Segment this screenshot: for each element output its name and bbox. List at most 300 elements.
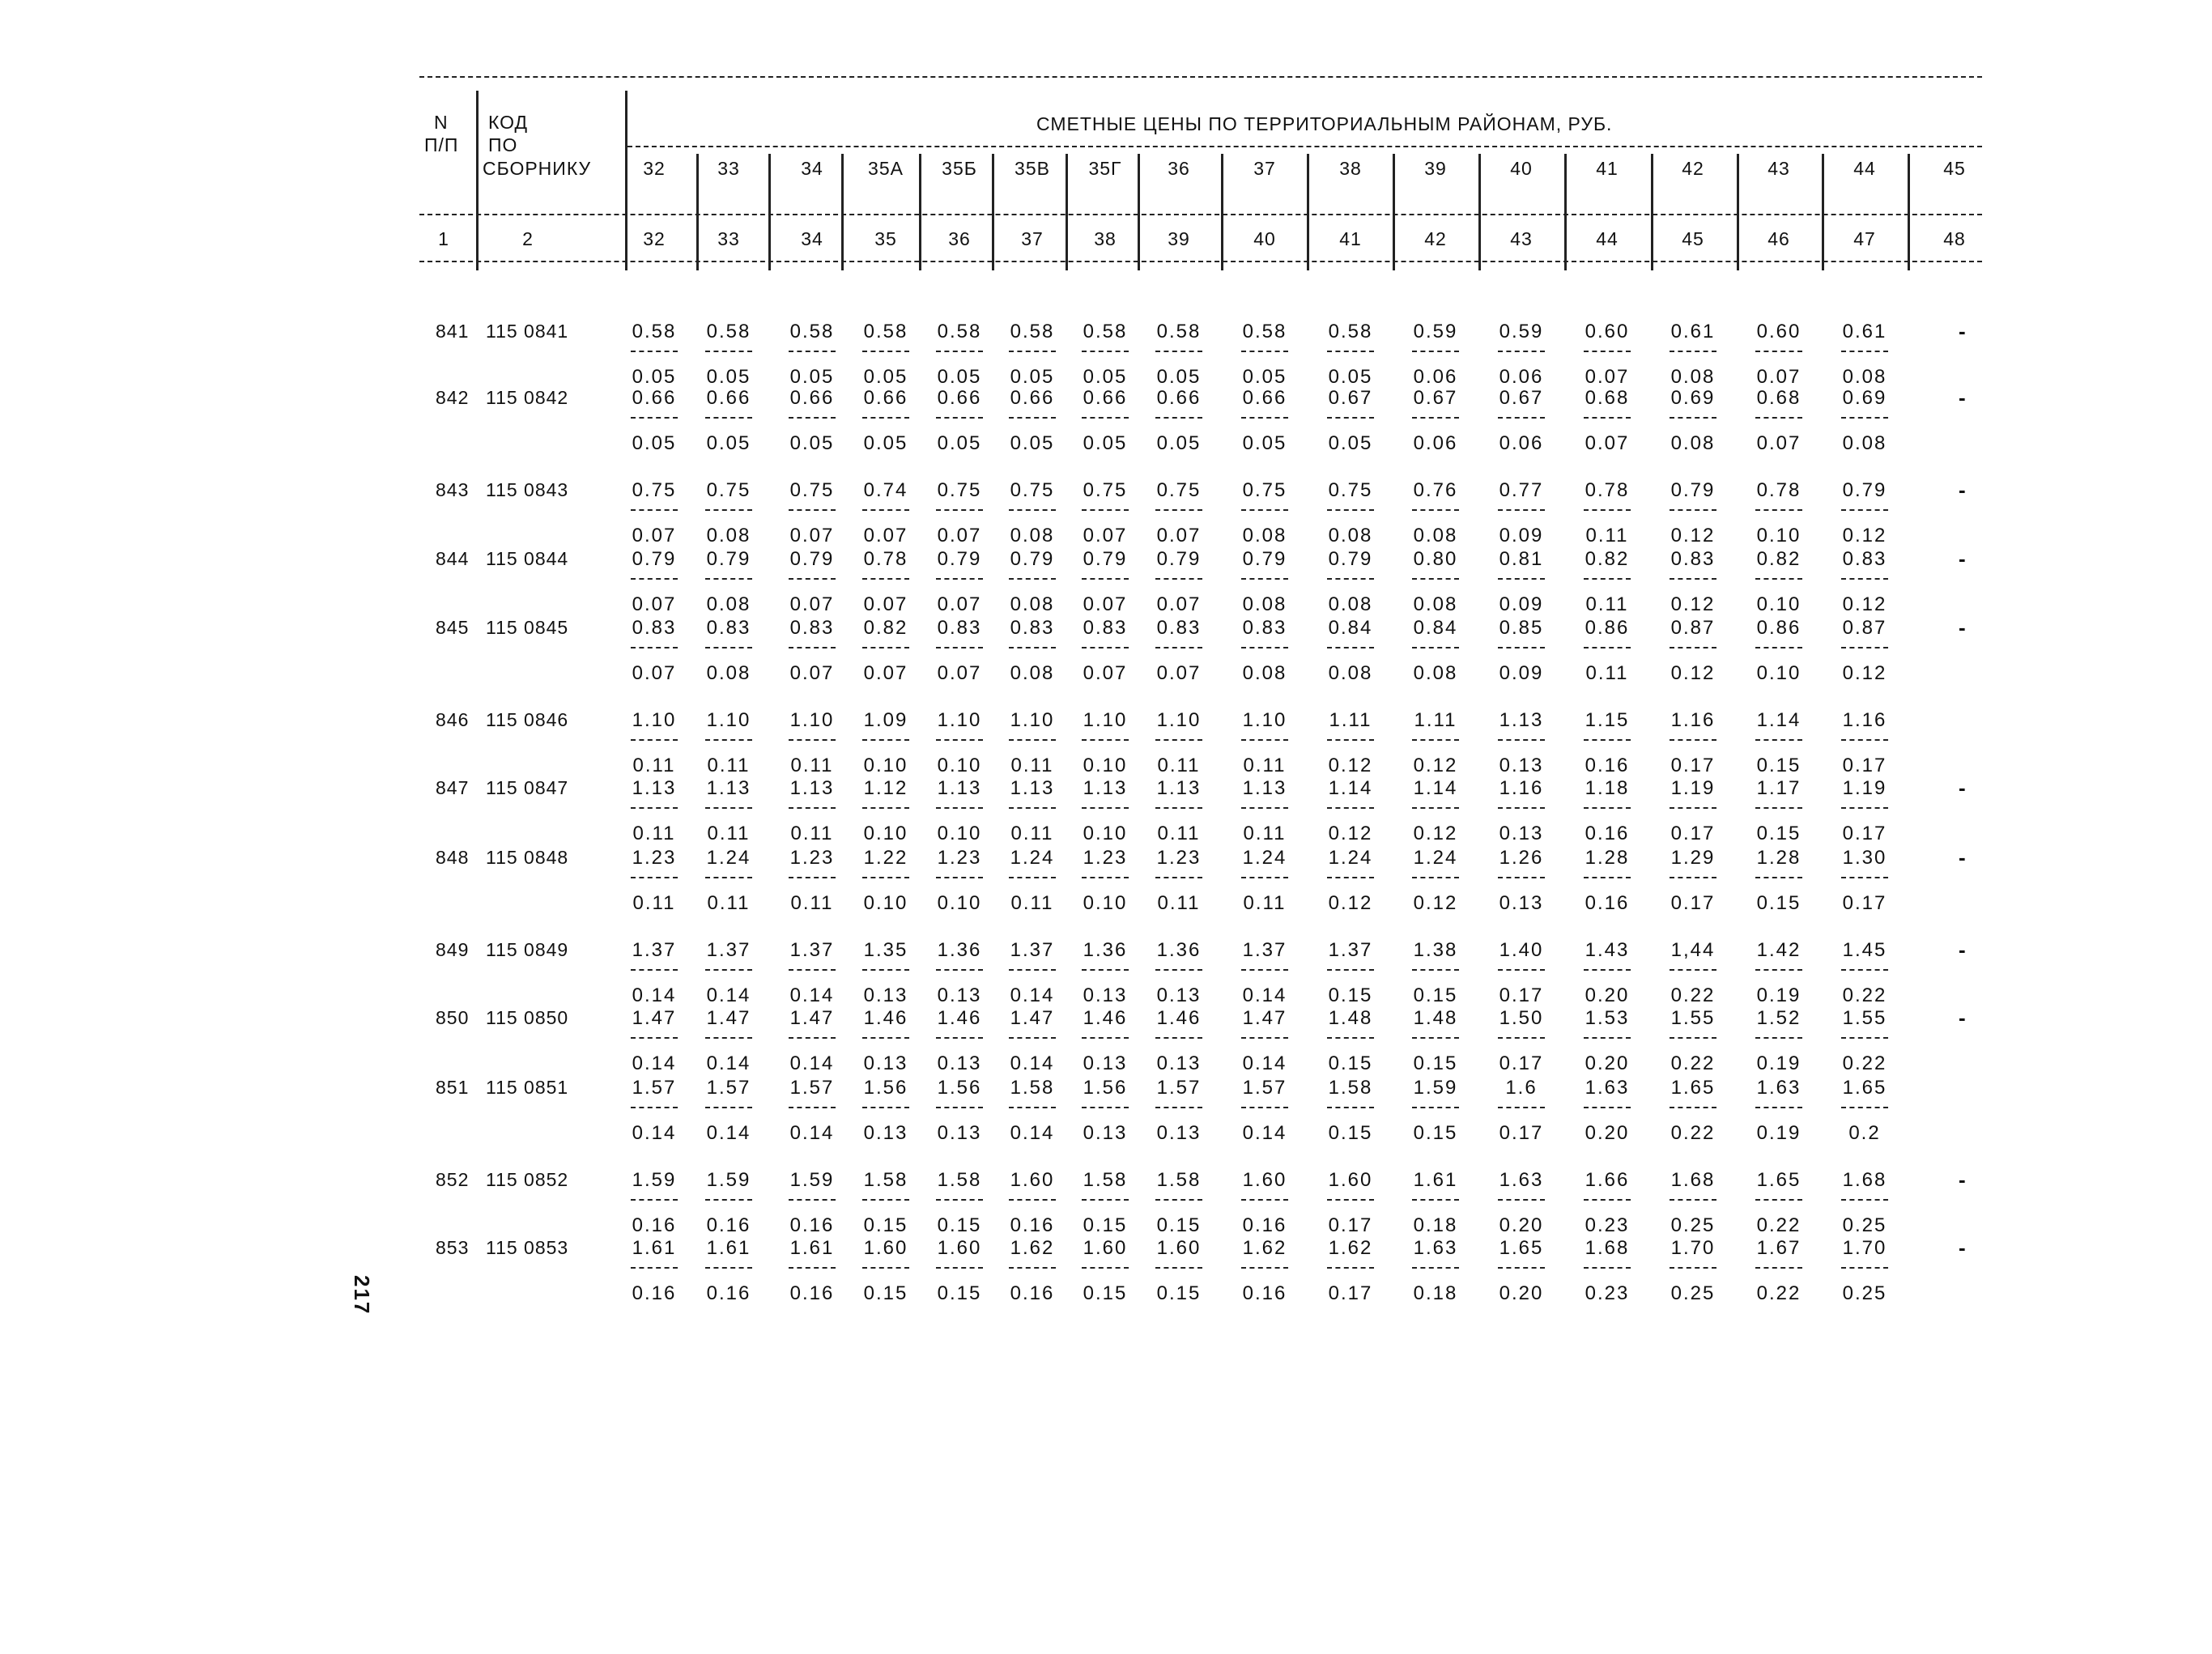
price-value-secondary: 0.17 (1842, 755, 1887, 776)
price-value-secondary: 0.13 (1083, 1122, 1128, 1144)
fraction-bar (1498, 647, 1545, 648)
price-value-secondary: 0.11 (1157, 755, 1201, 776)
price-value: 1.60 (1083, 1237, 1128, 1259)
price-value-secondary: 0.15 (1328, 1052, 1373, 1074)
fraction-bar (1498, 1037, 1545, 1039)
fraction-bar (1755, 578, 1802, 580)
fraction-bar (1009, 417, 1056, 419)
price-value: 1.62 (1328, 1237, 1373, 1259)
price-value-secondary: 0.08 (1670, 366, 1716, 388)
row-code: 115 0845 (486, 617, 569, 638)
price-value-secondary: 0.23 (1585, 1214, 1630, 1236)
fraction-bar (1841, 739, 1888, 741)
price-value-secondary: 0.06 (1413, 432, 1458, 454)
fraction-bar (789, 1037, 836, 1039)
price-value: 0.86 (1585, 617, 1630, 639)
price-value: 1.10 (632, 709, 677, 731)
price-value-secondary: 0.16 (706, 1214, 751, 1236)
region-code: 35А (868, 158, 904, 179)
price-value-secondary: 0.12 (1328, 823, 1373, 844)
price-value-secondary: 0.10 (1083, 892, 1128, 914)
fraction-bar (1155, 1267, 1202, 1269)
empty-cell-dash: - (1959, 845, 1966, 870)
fraction-bar (862, 417, 909, 419)
fraction-bar (1412, 509, 1459, 511)
price-value-secondary: 0.11 (1010, 755, 1054, 776)
price-value: 1.10 (937, 709, 982, 731)
fraction-bar (1241, 739, 1288, 741)
fraction-bar (789, 417, 836, 419)
price-value-secondary: 0.17 (1499, 1052, 1544, 1074)
fraction-bar (1755, 509, 1802, 511)
price-value: 1.57 (789, 1077, 835, 1099)
fraction-bar (1755, 1267, 1802, 1269)
row-code: 115 0852 (486, 1169, 569, 1190)
price-value-secondary: 0.14 (1242, 1122, 1287, 1144)
price-value-secondary: 0.08 (706, 662, 751, 684)
fraction-bar (1241, 969, 1288, 971)
price-value-secondary: 0.06 (1413, 366, 1458, 388)
fraction-bar (1241, 1107, 1288, 1108)
header-vline (1908, 154, 1910, 270)
fraction-bar (1082, 969, 1129, 971)
price-value-secondary: 0.16 (1242, 1214, 1287, 1236)
price-value-secondary: 0.15 (1413, 1122, 1458, 1144)
header-pp-label: П/П (424, 134, 459, 155)
price-value-secondary: 0.08 (1413, 593, 1458, 615)
fraction-bar (1082, 647, 1129, 648)
price-value: 1.37 (706, 939, 751, 961)
price-value-secondary: 0.14 (789, 1052, 835, 1074)
price-value-secondary: 0.17 (1328, 1282, 1373, 1304)
price-value: 1.66 (1585, 1169, 1630, 1191)
region-code: 44 (1853, 158, 1876, 179)
price-value: 0.75 (1010, 479, 1055, 501)
header-vline (768, 154, 771, 270)
region-code: 39 (1424, 158, 1447, 179)
price-value-secondary: 0.05 (1083, 432, 1128, 454)
price-value: 1.14 (1413, 777, 1458, 799)
fraction-bar (1155, 1199, 1202, 1201)
price-value: 1.36 (1083, 939, 1128, 961)
price-value-secondary: 0.12 (1670, 662, 1716, 684)
price-value: 1.70 (1670, 1237, 1716, 1259)
fraction-bar (631, 807, 678, 809)
price-value-secondary: 0.15 (1156, 1282, 1202, 1304)
price-value: 0.78 (1585, 479, 1630, 501)
fraction-bar (1670, 1037, 1716, 1039)
price-value-secondary: 0.09 (1499, 525, 1544, 546)
column-number: 33 (717, 228, 740, 249)
fraction-bar (1082, 578, 1129, 580)
price-value: 1.12 (863, 777, 908, 799)
price-value-secondary: 0.07 (632, 593, 677, 615)
price-value: 1.13 (1242, 777, 1287, 799)
price-value-secondary: 0.12 (1842, 593, 1887, 615)
price-value: 1.67 (1756, 1237, 1802, 1259)
price-value-secondary: 0.15 (1756, 823, 1802, 844)
price-value-secondary: 0.22 (1670, 1122, 1716, 1144)
price-value: 0.81 (1499, 548, 1544, 570)
header-n-label: N (434, 112, 449, 133)
row-number: 848 (436, 847, 470, 868)
price-value: 1.10 (1242, 709, 1287, 731)
fraction-bar (1841, 1267, 1888, 1269)
price-value: 1.57 (1242, 1077, 1287, 1099)
price-value: 1.43 (1585, 939, 1630, 961)
fraction-bar (705, 1037, 752, 1039)
price-value-secondary: 0.05 (1328, 432, 1373, 454)
column-number: 39 (1168, 228, 1190, 249)
price-value-secondary: 0.05 (937, 432, 982, 454)
fraction-bar (789, 351, 836, 352)
price-value-secondary: 0.05 (632, 432, 677, 454)
price-value-secondary: 0.10 (937, 755, 982, 776)
price-value-secondary: 0.12 (1670, 525, 1716, 546)
price-value-secondary: 0.12 (1413, 823, 1458, 844)
fraction-bar (1082, 417, 1129, 419)
fraction-bar (1498, 351, 1545, 352)
fraction-bar (1009, 739, 1056, 741)
price-value-secondary: 0.05 (1156, 366, 1202, 388)
price-value-secondary: 0.05 (789, 432, 835, 454)
price-value: 1.70 (1842, 1237, 1887, 1259)
price-value: 0.86 (1756, 617, 1802, 639)
price-value-secondary: 0.17 (1670, 892, 1716, 914)
price-value-secondary: 0.07 (1156, 593, 1202, 615)
price-value-secondary: 0.07 (632, 662, 677, 684)
fraction-bar (705, 969, 752, 971)
price-value: 0.58 (789, 321, 835, 342)
region-code: 43 (1767, 158, 1790, 179)
price-value-secondary: 0.16 (789, 1214, 835, 1236)
price-value-secondary: 0.14 (706, 1122, 751, 1144)
price-value-secondary: 0.10 (1756, 593, 1802, 615)
price-value: 1.23 (789, 847, 835, 869)
row-code: 115 0848 (486, 847, 569, 868)
fraction-bar (936, 1107, 983, 1108)
fraction-bar (789, 877, 836, 878)
fraction-bar (1412, 578, 1459, 580)
price-value: 0.82 (1756, 548, 1802, 570)
price-value-secondary: 0.18 (1413, 1282, 1458, 1304)
fraction-bar (1670, 1107, 1716, 1108)
fraction-bar (631, 1199, 678, 1201)
fraction-bar (1670, 1199, 1716, 1201)
price-value-secondary: 0.10 (863, 755, 908, 776)
price-value-secondary: 0.22 (1842, 1052, 1887, 1074)
price-value: 1.57 (1156, 1077, 1202, 1099)
fraction-bar (631, 877, 678, 878)
price-value-secondary: 0.08 (1413, 525, 1458, 546)
price-value-secondary: 0.07 (1156, 525, 1202, 546)
fraction-bar (1155, 1107, 1202, 1108)
price-value-secondary: 0.20 (1585, 1052, 1630, 1074)
fraction-bar (1155, 417, 1202, 419)
price-value: 1.23 (632, 847, 677, 869)
price-value: 0.77 (1499, 479, 1544, 501)
price-value-secondary: 0.13 (1156, 1052, 1202, 1074)
price-value: 0.76 (1413, 479, 1458, 501)
fraction-bar (936, 417, 983, 419)
price-value: 1.23 (937, 847, 982, 869)
row-code: 115 0842 (486, 387, 569, 408)
price-value: 1.11 (1329, 709, 1372, 731)
header-vline (1737, 154, 1739, 270)
price-value: 1.10 (1083, 709, 1128, 731)
fraction-bar (1082, 877, 1129, 878)
price-value-secondary: 0.07 (937, 525, 982, 546)
price-value-secondary: 0.12 (1328, 892, 1373, 914)
fraction-bar (936, 1037, 983, 1039)
price-value-secondary: 0.25 (1842, 1282, 1887, 1304)
price-value: 1.61 (1413, 1169, 1458, 1191)
column-number: 42 (1424, 228, 1447, 249)
price-value: 1.62 (1242, 1237, 1287, 1259)
price-value: 0.75 (1156, 479, 1202, 501)
fraction-bar (1498, 1199, 1545, 1201)
fraction-bar (1327, 807, 1374, 809)
price-value: 1.19 (1670, 777, 1716, 799)
price-value: 0.75 (706, 479, 751, 501)
price-value-secondary: 0.13 (937, 984, 982, 1006)
price-value-secondary: 0.09 (1499, 662, 1544, 684)
empty-cell-dash: - (1959, 938, 1966, 962)
price-value-secondary: 0.07 (1756, 366, 1802, 388)
fraction-bar (1009, 807, 1056, 809)
fraction-bar (1670, 739, 1716, 741)
price-value: 1.56 (1083, 1077, 1128, 1099)
price-value: 0.78 (1756, 479, 1802, 501)
price-value: 0.87 (1670, 617, 1716, 639)
fraction-bar (1009, 578, 1056, 580)
fraction-bar (631, 417, 678, 419)
price-value-secondary: 0.07 (863, 525, 908, 546)
price-value-secondary: 0.08 (1010, 525, 1055, 546)
price-value: 0.66 (1156, 387, 1202, 409)
row-number: 853 (436, 1237, 470, 1258)
fraction-bar (862, 578, 909, 580)
price-value-secondary: 0.17 (1670, 755, 1716, 776)
region-code: 45 (1943, 158, 1966, 179)
price-value: 0.69 (1842, 387, 1887, 409)
price-value: 0.83 (1083, 617, 1128, 639)
fraction-bar (1584, 1037, 1631, 1039)
price-value-secondary: 0.11 (1243, 823, 1287, 844)
price-value-secondary: 0.14 (706, 984, 751, 1006)
price-value: 1.18 (1585, 777, 1630, 799)
price-value-secondary: 0.22 (1756, 1214, 1802, 1236)
price-value: 1.47 (789, 1007, 835, 1029)
fraction-bar (862, 509, 909, 511)
price-value: 0.75 (789, 479, 835, 501)
price-value-secondary: 0.13 (1083, 984, 1128, 1006)
price-value-secondary: 0.25 (1670, 1282, 1716, 1304)
price-value: 0.68 (1585, 387, 1630, 409)
region-code: 35Г (1088, 158, 1122, 179)
price-value: 1.58 (1083, 1169, 1128, 1191)
price-value-secondary: 0.07 (1083, 662, 1128, 684)
price-value: 1.55 (1670, 1007, 1716, 1029)
price-value: 1.23 (1083, 847, 1128, 869)
price-value: 1.58 (1010, 1077, 1055, 1099)
price-value-secondary: 0.16 (1585, 823, 1630, 844)
header-title-rule (627, 146, 1982, 147)
price-value: 0.59 (1499, 321, 1544, 342)
price-value-secondary: 0.10 (937, 823, 982, 844)
header-vline (992, 154, 994, 270)
price-value-secondary: 0.22 (1756, 1282, 1802, 1304)
row-number: 846 (436, 709, 470, 730)
fraction-bar (1498, 1107, 1545, 1108)
price-value: 1.15 (1585, 709, 1630, 731)
price-value-secondary: 0.15 (1328, 984, 1373, 1006)
row-number: 852 (436, 1169, 470, 1190)
fraction-bar (862, 1037, 909, 1039)
price-value-secondary: 0.15 (937, 1214, 982, 1236)
region-code: 35В (1015, 158, 1050, 179)
price-value-secondary: 0.10 (1083, 823, 1128, 844)
fraction-bar (1584, 417, 1631, 419)
price-value: 1.48 (1413, 1007, 1458, 1029)
fraction-bar (1584, 1107, 1631, 1108)
region-code: 38 (1339, 158, 1362, 179)
price-value-secondary: 0.11 (1157, 823, 1201, 844)
fraction-bar (1841, 877, 1888, 878)
fraction-bar (1841, 647, 1888, 648)
header-po-label: ПО (488, 134, 518, 155)
price-value-secondary: 0.25 (1842, 1214, 1887, 1236)
price-value: 1.62 (1010, 1237, 1055, 1259)
fraction-bar (936, 807, 983, 809)
fraction-bar (1412, 969, 1459, 971)
price-value: 1.36 (937, 939, 982, 961)
price-value-secondary: 0.08 (1242, 662, 1287, 684)
fraction-bar (1498, 969, 1545, 971)
price-value: 1.09 (863, 709, 908, 731)
price-value-secondary: 0.12 (1413, 892, 1458, 914)
price-value-secondary: 0.11 (632, 892, 676, 914)
fraction-bar (1412, 1199, 1459, 1201)
price-value-secondary: 0.17 (1328, 1214, 1373, 1236)
price-value-secondary: 0.11 (707, 823, 751, 844)
fraction-bar (1498, 417, 1545, 419)
fraction-bar (789, 1199, 836, 1201)
fraction-bar (789, 647, 836, 648)
price-value: 1.47 (1010, 1007, 1055, 1029)
price-value: 1.63 (1585, 1077, 1630, 1099)
price-value-secondary: 0.11 (1010, 823, 1054, 844)
price-value-secondary: 0.08 (706, 593, 751, 615)
price-value: 1.10 (1010, 709, 1055, 731)
fraction-bar (1670, 877, 1716, 878)
fraction-bar (1584, 969, 1631, 971)
fraction-bar (1670, 578, 1716, 580)
fraction-bar (1412, 417, 1459, 419)
price-value: 0.74 (863, 479, 908, 501)
price-value: 0.67 (1328, 387, 1373, 409)
price-value: 0.83 (1156, 617, 1202, 639)
row-code: 115 0853 (486, 1237, 569, 1258)
price-value: 0.66 (1242, 387, 1287, 409)
fraction-bar (1498, 578, 1545, 580)
price-value: 1.29 (1670, 847, 1716, 869)
price-value: 0.83 (632, 617, 677, 639)
price-value-secondary: 0.11 (1010, 892, 1054, 914)
price-value-secondary: 0.07 (1083, 525, 1128, 546)
price-value-secondary: 0.12 (1413, 755, 1458, 776)
price-value-secondary: 0.08 (1670, 432, 1716, 454)
price-value: 1.68 (1585, 1237, 1630, 1259)
row-number: 842 (436, 387, 470, 408)
price-value: 1.16 (1670, 709, 1716, 731)
price-value: 0.79 (1242, 548, 1287, 570)
price-value-secondary: 0.18 (1413, 1214, 1458, 1236)
fraction-bar (862, 1199, 909, 1201)
price-value: 1.37 (1242, 939, 1287, 961)
fraction-bar (705, 807, 752, 809)
fraction-bar (862, 877, 909, 878)
header-vline (1066, 154, 1068, 270)
row-code: 115 0847 (486, 777, 569, 798)
price-value-secondary: 0.05 (789, 366, 835, 388)
price-value-secondary: 0.15 (937, 1282, 982, 1304)
header-vline (841, 154, 844, 270)
price-value: 0.82 (863, 617, 908, 639)
price-value: 1,44 (1670, 939, 1716, 961)
fraction-bar (1670, 969, 1716, 971)
fraction-bar (1841, 509, 1888, 511)
price-value: 0.66 (937, 387, 982, 409)
price-value-secondary: 0.13 (1156, 1122, 1202, 1144)
fraction-bar (1327, 417, 1374, 419)
column-number: 2 (522, 228, 534, 249)
price-value-secondary: 0.10 (1756, 662, 1802, 684)
fraction-bar (862, 1107, 909, 1108)
fraction-bar (1755, 351, 1802, 352)
price-value-secondary: 0.05 (1242, 366, 1287, 388)
price-value-secondary: 0.12 (1842, 525, 1887, 546)
price-value: 1.65 (1842, 1077, 1887, 1099)
region-code: 36 (1168, 158, 1190, 179)
empty-cell-dash: - (1959, 385, 1966, 410)
header-vline (919, 154, 921, 270)
price-value-secondary: 0.10 (863, 823, 908, 844)
price-value: 1.60 (1156, 1237, 1202, 1259)
price-value: 0.66 (1083, 387, 1128, 409)
price-value-secondary: 0.22 (1670, 984, 1716, 1006)
price-value-secondary: 0.08 (1842, 432, 1887, 454)
row-code: 115 0843 (486, 479, 569, 500)
row-code: 115 0849 (486, 939, 569, 960)
column-number: 35 (874, 228, 897, 249)
fraction-bar (936, 969, 983, 971)
price-value: 1.11 (1414, 709, 1457, 731)
price-value: 0.58 (863, 321, 908, 342)
price-value-secondary: 0.15 (1328, 1122, 1373, 1144)
price-value: 1.52 (1756, 1007, 1802, 1029)
fraction-bar (1670, 807, 1716, 809)
price-value-secondary: 0.13 (1499, 823, 1544, 844)
price-value-secondary: 0.08 (1328, 593, 1373, 615)
fraction-bar (1498, 1267, 1545, 1269)
price-value: 1.58 (1156, 1169, 1202, 1191)
price-value: 1.42 (1756, 939, 1802, 961)
price-value-secondary: 0.11 (790, 823, 834, 844)
price-value: 1.35 (863, 939, 908, 961)
region-code: 37 (1253, 158, 1276, 179)
fraction-bar (1755, 807, 1802, 809)
